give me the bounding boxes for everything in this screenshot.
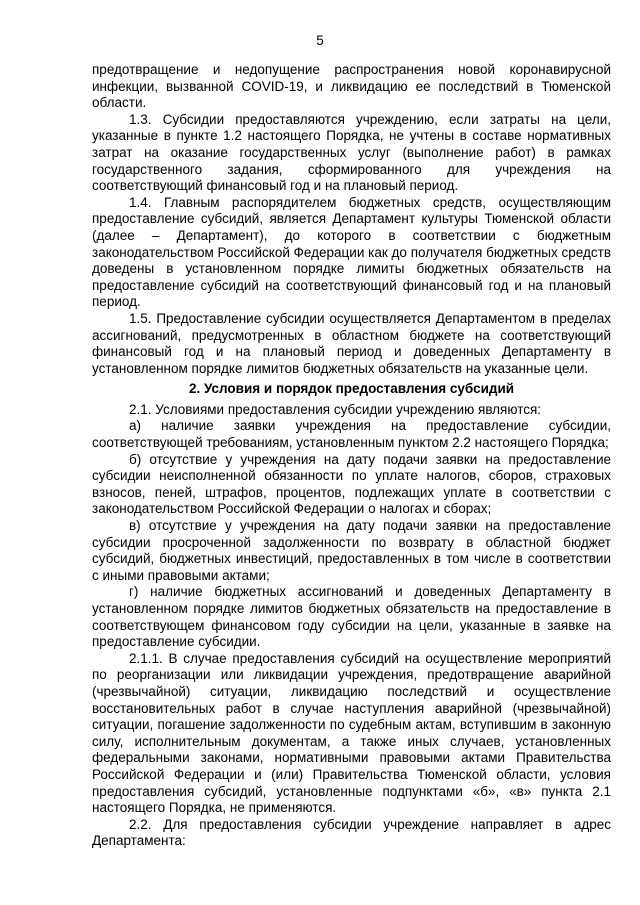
- paragraph-2-2: 2.2. Для предоставления субсидии учреждение направляет в адрес Департамента:: [92, 816, 611, 849]
- paragraph-2-1: 2.1. Условиями предоставления субсидии учреждению являются:: [129, 401, 542, 417]
- paragraph-2-1-1: 2.1.1. В случае предоставления субсидий на осуществление мероприятий по реорганизации или ликвидации учреждения, предотвращение аварийной (чрезвычайной) ситуации, ликвидацию последствий и осуществление восстановительных работ в случае наступления аварийной (чрезвычайной) ситуации, погашение задолженности по судебным актам, вступившим в законную силу, исполнительным документам, а также иных случаев, установленных федеральными законами, нормативными правовыми актами Правительства Российской Федерации и (или) Правительства Тюменской области, условия предоставления субсидий, установленные подпунктами «б», «в» пункта 2.1 настоящего Порядка, не применяются.: [92, 650, 611, 816]
- paragraph: предотвращение и недопущение распространения новой коронавирусной инфекции, вызванной COVID-19, и ликвидацию ее последствий в Тюменской области.: [92, 62, 611, 111]
- paragraph-1-5: 1.5. Предоставление субсидии осуществляется Департаментом в пределах ассигнований, предусмотренных в областном бюджете на соответствующий финансовый год и на плановый период и доведенных Департаменту в установленном порядке лимитов бюджетных обязательств на указанные цели.: [92, 310, 611, 376]
- paragraph-2-1-g: г) наличие бюджетных ассигнований и доведенных Департаменту в установленном порядке лимитов бюджетных обязательств на предоставление в соответствующем финансовом году субсидии на цели, указанные в заявке на предоставление субсидии.: [92, 584, 611, 650]
- paragraph-2-1-a: а) наличие заявки учреждения на предоставление субсидии, соответствующей требованиям, установленным пунктом 2.2 настоящего Порядка;: [92, 418, 611, 451]
- paragraph-1-3: 1.3. Субсидии предоставляются учреждению, если затраты на цели, указанные в пункте 1.2 настоящего Порядка, не учтены в составе нормативных затрат на оказание государственных услуг (выполнение работ) в рамках государственного задания, сформированного для учреждения на соответствующий финансовый год и на плановый период.: [92, 111, 611, 194]
- paragraph-2-1-v: в) отсутствие у учреждения на дату подачи заявки на предоставление субсидии просроченной задолженности по возврату в областной бюджет субсидий, бюджетных инвестиций, предоставленных в том числе в соответствии с иными правовыми актами;: [92, 518, 611, 583]
- paragraph-1-4: 1.4. Главным распорядителем бюджетных средств, осуществляющим предоставление субсидий, является Департамент культуры Тюменской области (далее – Департамент), до которого в соответствии с бюджетным законодательством Российской Федерации как до получателя бюджетных средств доведены в установленном порядке лимиты бюджетных обязательств на предоставление субсидий на соответствующий финансовый год и на плановый период.: [92, 194, 611, 310]
- paragraph-2-1-b: б) отсутствие у учреждения на дату подачи заявки на предоставление субсидии неисполненной обязанности по уплате налогов, сборов, страховых взносов, пеней, штрафов, процентов, подлежащих уплате в соответствии с законодательством Российской Федерации о налогах и сборах;: [92, 451, 611, 517]
- section-heading: 2. Условия и порядок предоставления субсидий: [188, 381, 515, 397]
- page-number: 5: [316, 33, 324, 48]
- document-body: [92, 62, 611, 850]
